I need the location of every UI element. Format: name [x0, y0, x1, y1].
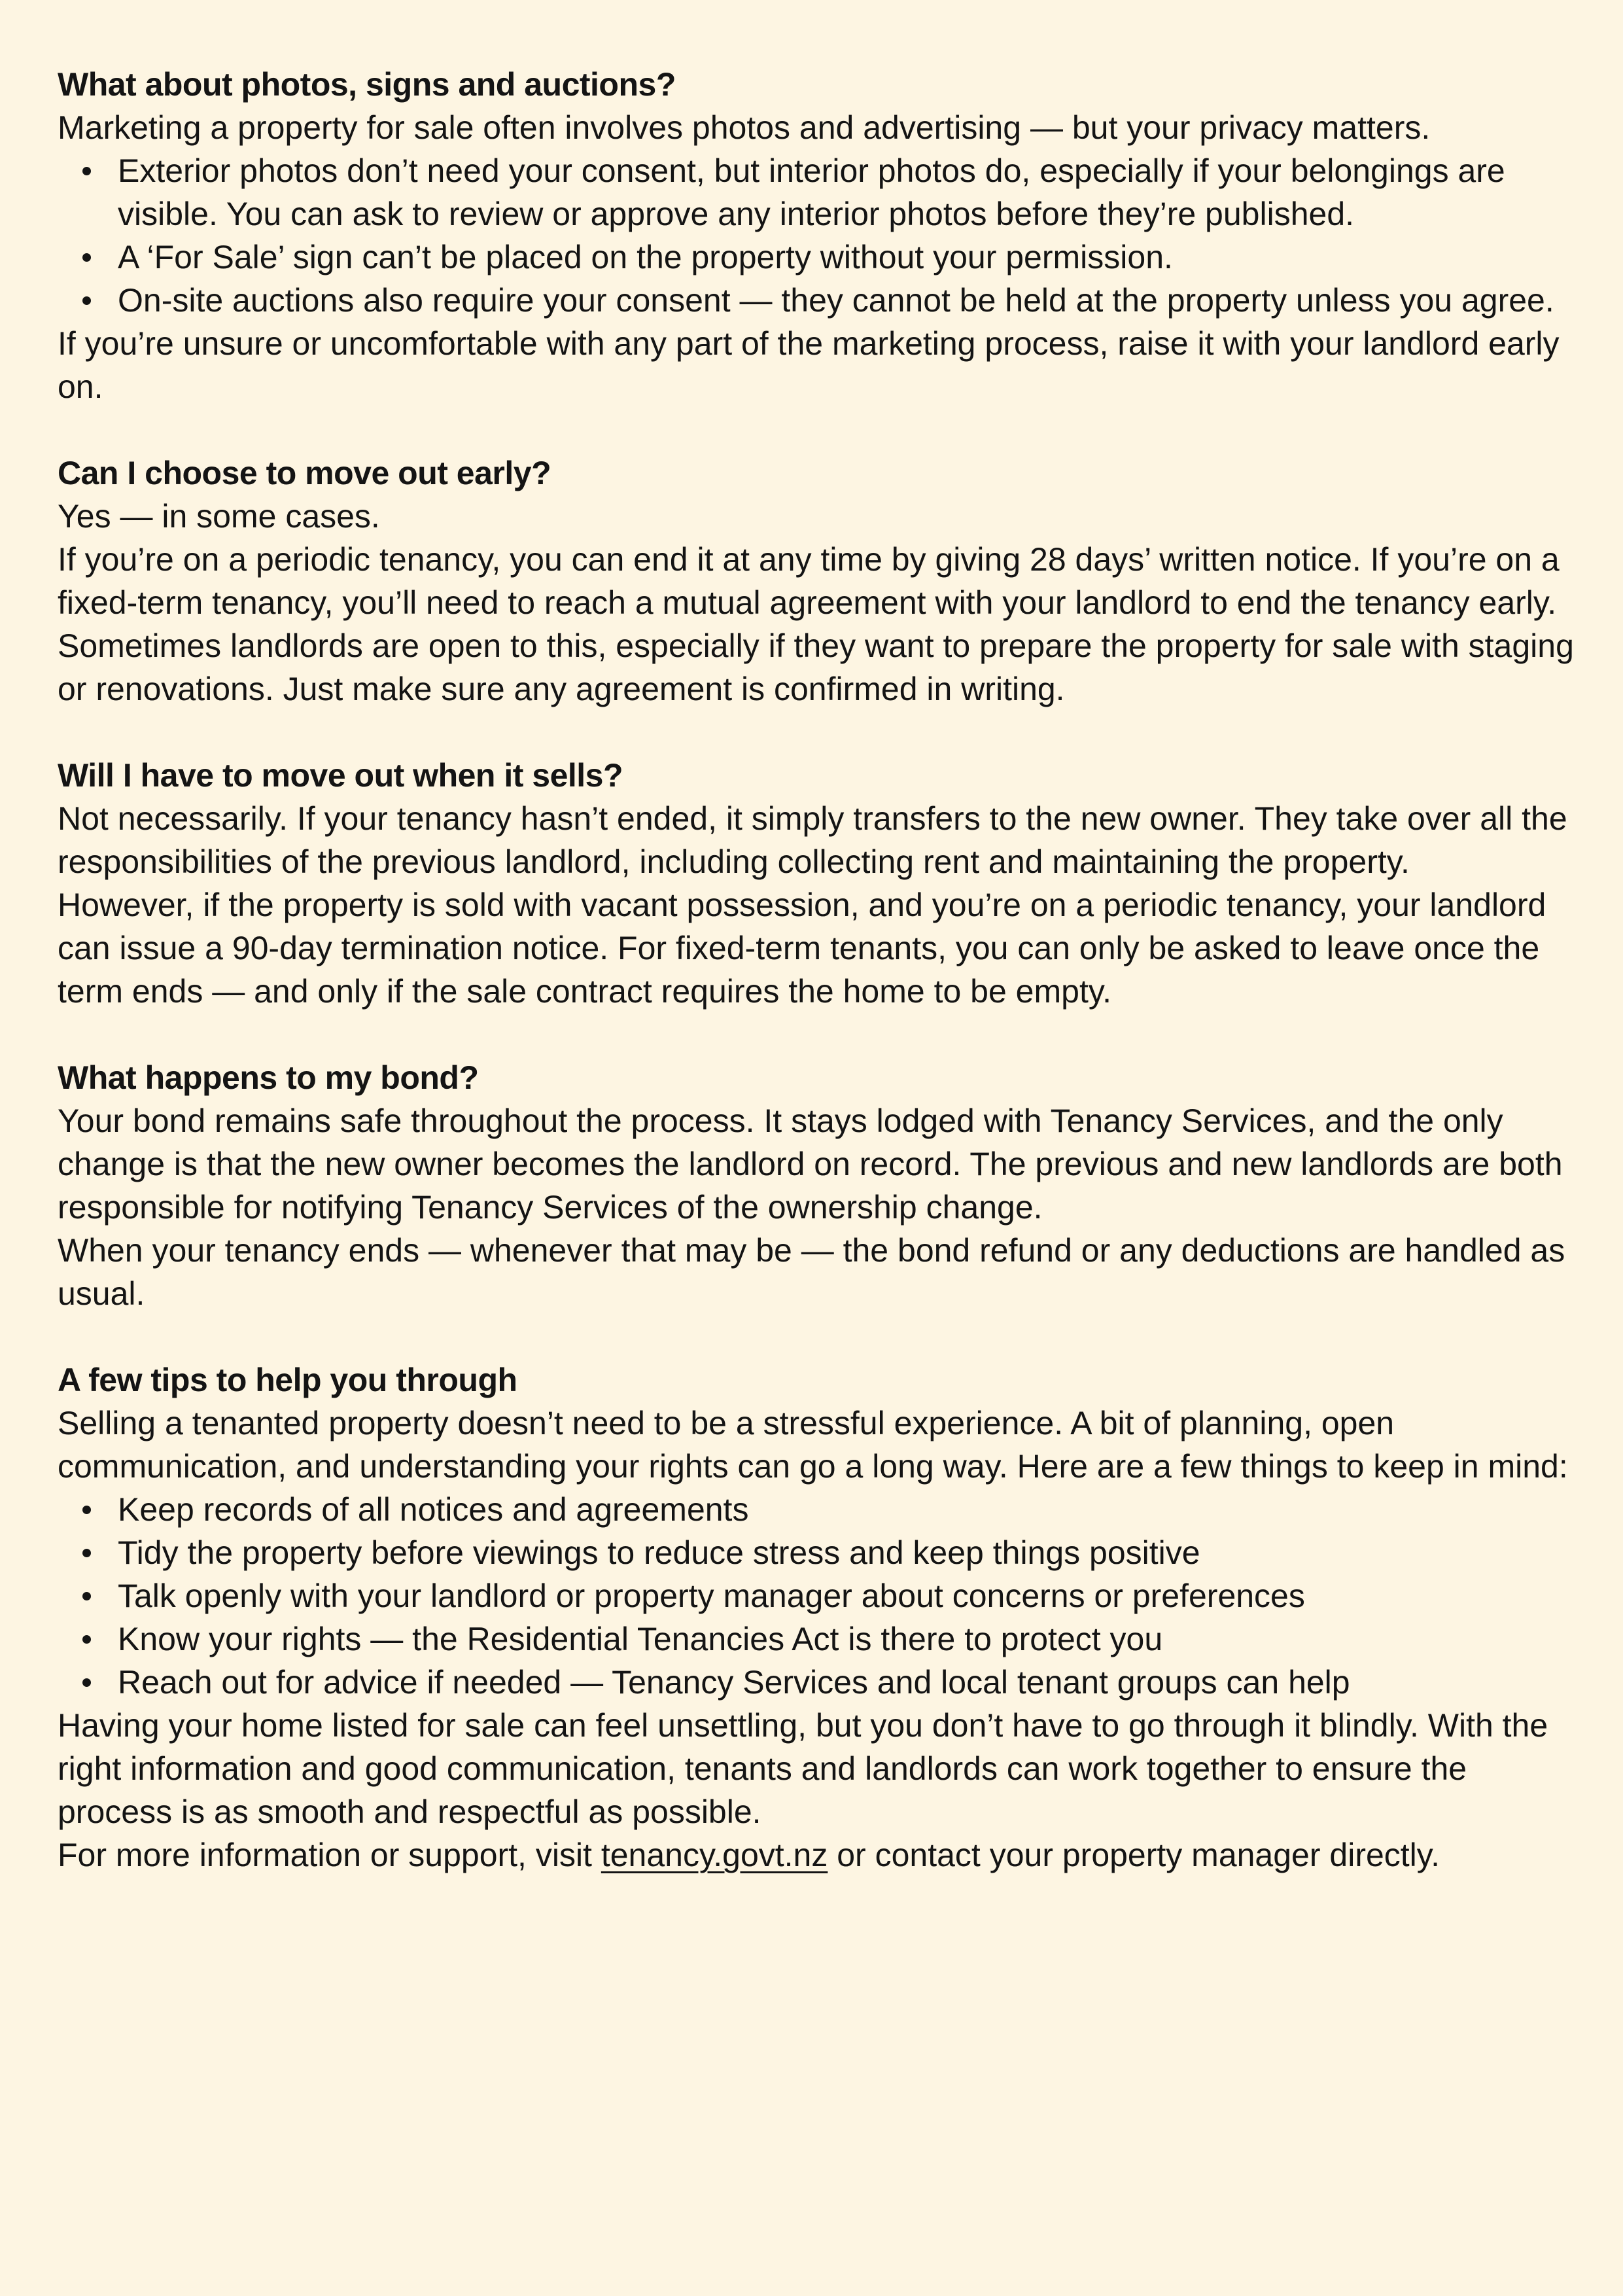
bullet-list [58, 1488, 1582, 1704]
paragraph: Not necessarily. If your tenancy hasn’t ended, it simply transfers to the new owner. They take over all the responsibilities of the previous landlord, including collecting rent and maintaining the property. [58, 800, 1567, 880]
more-info-text: For more information or support, visit [58, 1837, 601, 1873]
paragraph: When your tenancy ends — whenever that may be — the bond refund or any deductions are handled as usual. [58, 1232, 1565, 1312]
bullet-list [58, 149, 1582, 322]
list-item: Exterior photos don’t need your consent, but interior photos do, especially if your belongings are visible. You can ask to review or approve any interior photos before they’re published. [118, 149, 1582, 236]
section-photos [58, 63, 1582, 408]
section-move-early [58, 451, 1582, 711]
list-item: Tidy the property before viewings to reduce stress and keep things positive [118, 1531, 1582, 1574]
paragraph: Your bond remains safe throughout the process. It stays lodged with Tenancy Services, and the only change is that the new owner becomes the landlord on record. The previous and new landlords are both responsible for notifying Tenancy Services of the ownership change. [58, 1103, 1563, 1226]
more-info-text: or contact your property manager directly. [828, 1837, 1440, 1873]
section-tips [58, 1358, 1582, 1877]
list-item: On-site auctions also require your consent — they cannot be held at the property unless you agree. [118, 279, 1582, 322]
section-when-sells [58, 754, 1582, 1013]
section-heading: What happens to my bond? [58, 1059, 479, 1096]
list-item: Keep records of all notices and agreements [118, 1488, 1582, 1531]
paragraph: Marketing a property for sale often involves photos and advertising — but your privacy matters. [58, 109, 1431, 146]
document-page [58, 63, 1582, 1877]
paragraph: However, if the property is sold with vacant possession, and you’re on a periodic tenancy, your landlord can issue a 90-day termination notice. For fixed-term tenants, you can only be asked to leave once the term ends — and only if the sale contract requires the home to be empty. [58, 887, 1546, 1010]
list-item: A ‘For Sale’ sign can’t be placed on the property without your permission. [118, 236, 1582, 279]
paragraph: If you’re on a periodic tenancy, you can end it at any time by giving 28 days’ written notice. If you’re on a fixed-term tenancy, you’ll need to reach a mutual agreement with your landlord to end the tenancy early. [58, 541, 1560, 621]
section-heading: A few tips to help you through [58, 1362, 517, 1398]
paragraph: Yes — in some cases. [58, 498, 380, 535]
more-info-paragraph [58, 1833, 1582, 1877]
section-heading: What about photos, signs and auctions? [58, 66, 676, 103]
section-bond [58, 1056, 1582, 1315]
tenancy-link[interactable]: tenancy.govt.nz [601, 1837, 828, 1873]
list-item: Know your rights — the Residential Tenancies Act is there to protect you [118, 1617, 1582, 1661]
section-heading: Can I choose to move out early? [58, 455, 551, 491]
paragraph: If you’re unsure or uncomfortable with any part of the marketing process, raise it with your landlord early on. [58, 325, 1560, 405]
list-item: Reach out for advice if needed — Tenancy Services and local tenant groups can help [118, 1661, 1582, 1704]
paragraph: Having your home listed for sale can feel unsettling, but you don’t have to go through it blindly. With the right information and good communication, tenants and landlords can work together to ensure the process is as smooth and respectful as possible. [58, 1707, 1548, 1830]
paragraph: Sometimes landlords are open to this, especially if they want to prepare the property for sale with staging or renovations. Just make sure any agreement is confirmed in writing. [58, 627, 1574, 707]
list-item: Talk openly with your landlord or property manager about concerns or preferences [118, 1574, 1582, 1617]
paragraph: Selling a tenanted property doesn’t need to be a stressful experience. A bit of planning, open communication, and understanding your rights can go a long way. Here are a few things to keep in mind: [58, 1405, 1568, 1485]
section-heading: Will I have to move out when it sells? [58, 757, 623, 794]
